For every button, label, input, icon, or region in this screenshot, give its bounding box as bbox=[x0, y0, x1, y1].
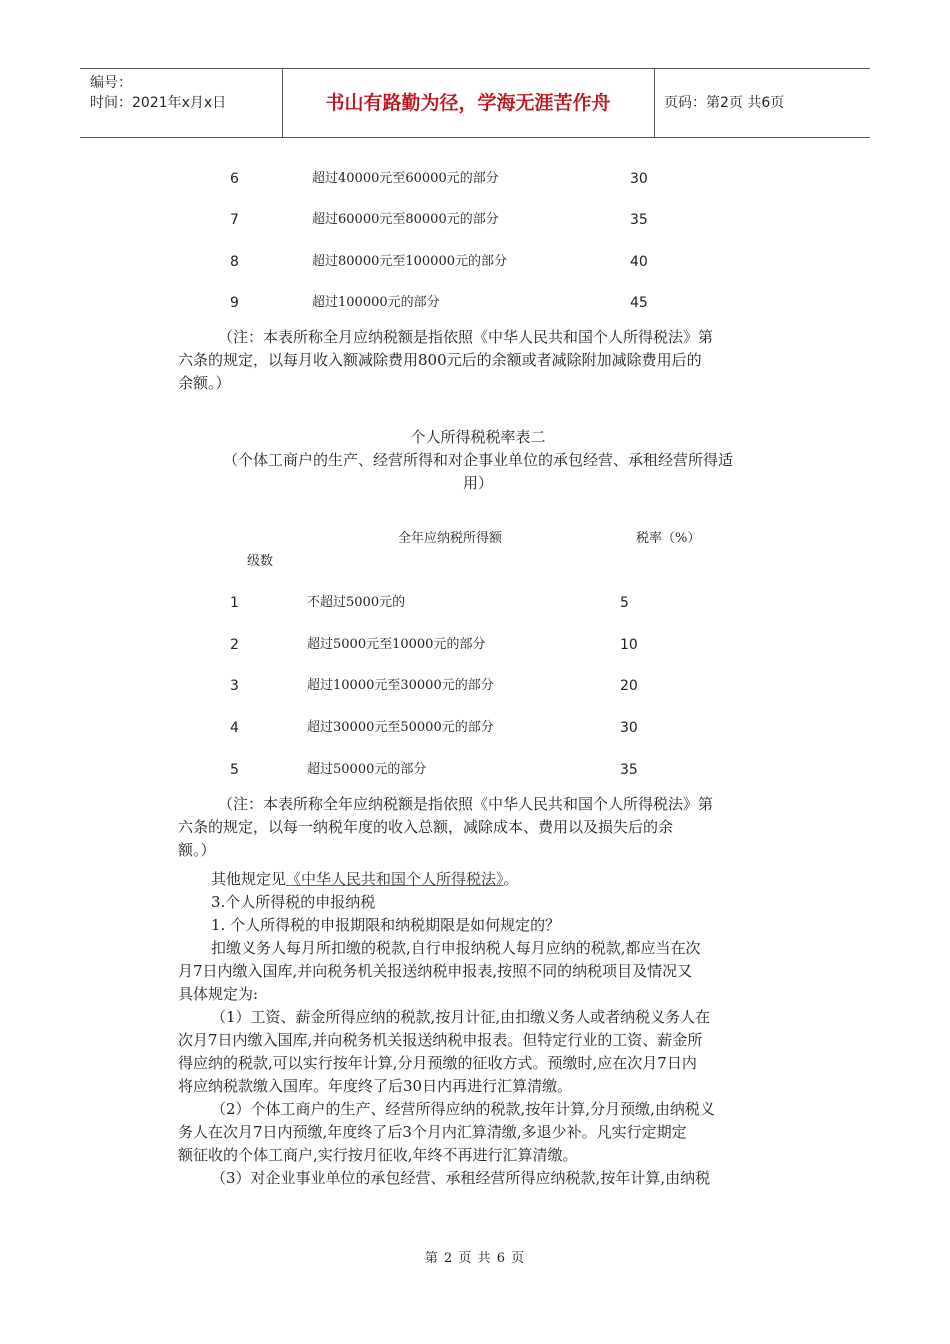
level-cell: 4 bbox=[230, 720, 239, 736]
column-header-income: 全年应纳税所得额 bbox=[398, 531, 503, 546]
level-cell: 7 bbox=[230, 212, 239, 228]
table-2-note bbox=[178, 793, 778, 862]
paragraph-4 bbox=[178, 1167, 778, 1190]
paragraph-line: 得应纳的税款,可以实行按年计算,分月预缴的征收方式。预缴时,应在次月7日内 bbox=[178, 1054, 697, 1072]
paragraph-3 bbox=[178, 1098, 778, 1167]
note-line: （注：本表所称全月应纳税额是指依照《中华人民共和国个人所得税法》第 bbox=[218, 328, 714, 346]
table-row bbox=[0, 251, 950, 273]
rate-cell: 20 bbox=[620, 678, 638, 694]
other-rules-suffix: 。 bbox=[503, 870, 519, 888]
rate-cell: 35 bbox=[630, 212, 648, 228]
page-footer: 第 2 页 共 6 页 bbox=[424, 1251, 526, 1266]
paragraph-line: （1）工资、薪金所得应纳的税款,按月计征,由扣缴义务人或者纳税义务人在 bbox=[211, 1008, 711, 1026]
paragraph-line: 务人在次月7日内预缴,年度终了后3个月内汇算清缴,多退少补。凡实行定期定 bbox=[178, 1123, 687, 1141]
paragraph-line: 额征收的个体工商户,实行按月征收,年终不再进行汇算清缴。 bbox=[178, 1146, 578, 1164]
range-cell: 超过5000元至10000元的部分 bbox=[307, 637, 486, 652]
document-header bbox=[80, 68, 870, 138]
header-page-info: 页码：第2页 共6页 bbox=[664, 95, 785, 111]
paragraph-line: 次月7日内缴入国库,并向税务机关报送纳税申报表。但特定行业的工资、薪金所 bbox=[178, 1031, 703, 1049]
header-motto: 书山有路勤为径，学海无涯苦作舟 bbox=[325, 92, 611, 114]
rate-cell: 10 bbox=[620, 637, 638, 653]
level-cell: 3 bbox=[230, 678, 239, 694]
note-line: 余额。） bbox=[178, 374, 231, 392]
range-cell: 超过10000元至30000元的部分 bbox=[307, 678, 494, 693]
table-row bbox=[0, 759, 950, 781]
header-meta bbox=[90, 73, 280, 113]
rate-cell: 35 bbox=[620, 762, 638, 778]
paragraph-1 bbox=[178, 937, 778, 1006]
body-text bbox=[178, 868, 778, 1190]
column-header-rate: 税率（%） bbox=[636, 531, 701, 546]
level-cell: 6 bbox=[230, 171, 239, 187]
note-line: （注：本表所称全年应纳税额是指依照《中华人民共和国个人所得税法》第 bbox=[218, 795, 714, 813]
paragraph-line: 月7日内缴入国库,并向税务机关报送纳税申报表,按照不同的纳税项目及情况又 bbox=[178, 962, 693, 980]
range-cell: 超过30000元至50000元的部分 bbox=[307, 720, 494, 735]
number-label: 编号： bbox=[90, 75, 132, 91]
paragraph-line: 将应纳税款缴入国库。年度终了后30日内再进行汇算清缴。 bbox=[178, 1077, 573, 1095]
paragraph-line: （2）个体工商户的生产、经营所得应纳的税款,按年计算,分月预缴,由纳税义 bbox=[211, 1100, 715, 1118]
range-cell: 超过100000元的部分 bbox=[312, 295, 440, 310]
range-cell: 超过50000元的部分 bbox=[307, 762, 427, 777]
level-cell: 8 bbox=[230, 254, 239, 270]
table-subtitle: 用） bbox=[462, 474, 493, 492]
column-header-level: 级数 bbox=[247, 554, 274, 569]
table-row bbox=[0, 209, 950, 231]
question-heading: 1. 个人所得税的申报期限和纳税期限是如何规定的？ bbox=[211, 916, 561, 934]
note-line: 额。） bbox=[178, 841, 216, 859]
rate-cell: 30 bbox=[620, 720, 638, 736]
table-1-note bbox=[178, 326, 778, 395]
rate-cell: 40 bbox=[630, 254, 648, 270]
rate-cell: 45 bbox=[630, 295, 648, 311]
level-cell: 1 bbox=[230, 595, 239, 611]
rate-cell: 30 bbox=[630, 171, 648, 187]
level-cell: 2 bbox=[230, 637, 239, 653]
range-cell: 超过60000元至80000元的部分 bbox=[312, 212, 499, 227]
level-cell: 5 bbox=[230, 762, 239, 778]
rate-cell: 5 bbox=[620, 595, 629, 611]
paragraph-line: 具体规定为: bbox=[178, 985, 259, 1003]
table-2-title bbox=[178, 426, 778, 495]
table-row bbox=[0, 292, 950, 314]
paragraph-2 bbox=[178, 1006, 778, 1098]
note-line: 六条的规定，以每月收入额减除费用800元后的余额或者减除附加减除费用后的 bbox=[178, 351, 702, 369]
section-heading: 3.个人所得税的申报纳税 bbox=[211, 893, 376, 911]
time-label: 时间：2021年x月x日 bbox=[90, 95, 227, 111]
range-cell: 不超过5000元的 bbox=[307, 595, 406, 610]
note-line: 六条的规定，以每一纳税年度的收入总额，减除成本、费用以及损失后的余 bbox=[178, 818, 674, 836]
law-link[interactable]: 《中华人民共和国个人所得税法》 bbox=[286, 870, 504, 888]
other-rules-line bbox=[178, 868, 778, 891]
table-row bbox=[0, 675, 950, 697]
range-cell: 超过80000元至100000元的部分 bbox=[312, 254, 507, 269]
range-cell: 超过40000元至60000元的部分 bbox=[312, 171, 499, 186]
table-row bbox=[0, 168, 950, 190]
header-divider bbox=[654, 69, 655, 137]
level-cell: 9 bbox=[230, 295, 239, 311]
paragraph-line: 扣缴义务人每月所扣缴的税款,自行申报纳税人每月应纳的税款,都应当在次 bbox=[211, 939, 701, 957]
table-row bbox=[0, 634, 950, 656]
other-rules-prefix: 其他规定见 bbox=[211, 870, 287, 888]
paragraph-line: （3）对企业事业单位的承包经营、承租经营所得应纳税款,按年计算,由纳税 bbox=[211, 1169, 711, 1187]
table-subtitle: （个体工商户的生产、经营所得和对企事业单位的承包经营、承租经营所得适 bbox=[222, 451, 733, 469]
table-row bbox=[0, 717, 950, 739]
table-row bbox=[0, 592, 950, 614]
table-title: 个人所得税税率表二 bbox=[410, 428, 546, 446]
